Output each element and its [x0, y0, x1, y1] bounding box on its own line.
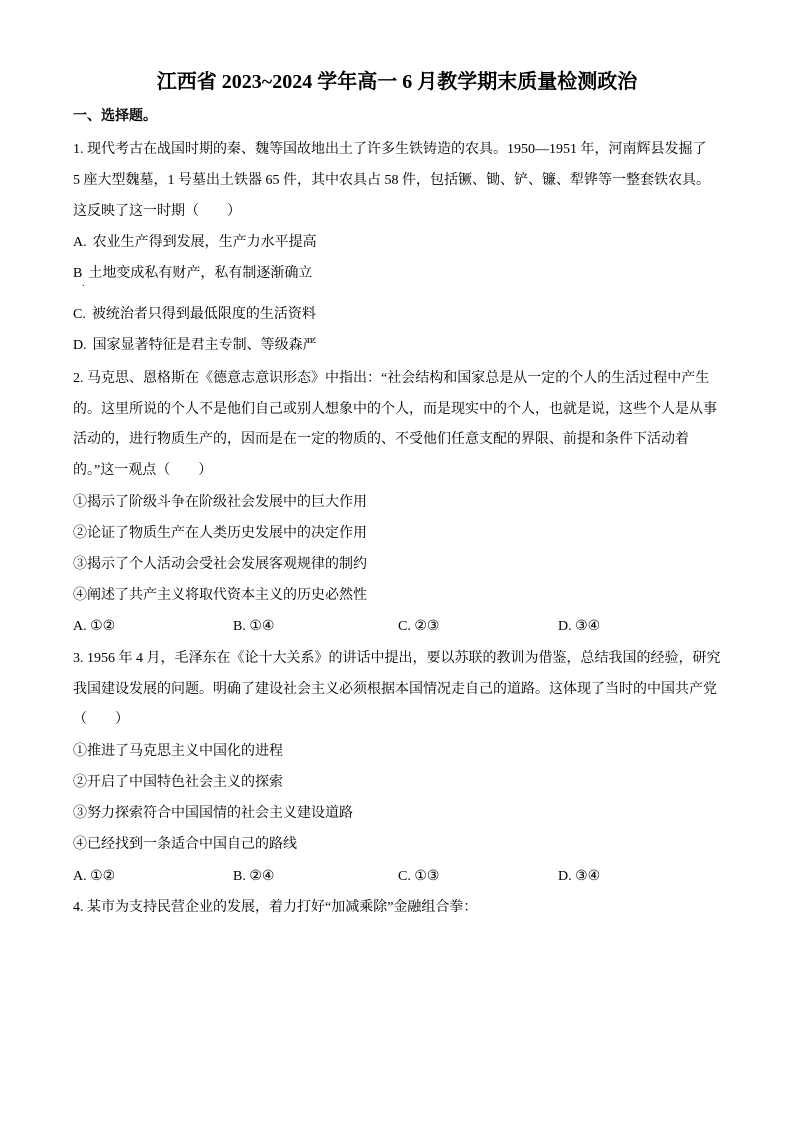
option-label: D. [73, 338, 87, 353]
choice-a: A. ①② [73, 619, 116, 634]
question-2-statement: ③揭示了个人活动会受社会发展客观规律的制约 [73, 557, 367, 572]
option-text: 农业生产得到发展，生产力水平提高 [92, 235, 317, 250]
option-text: 国家显著特征是君主专制、等级森严 [92, 338, 317, 353]
question-2-statement: ②论证了物质生产在人类历史发展中的决定作用 [73, 526, 367, 541]
stray-mark: . [82, 278, 85, 289]
question-1-stem-line: 1. 现代考古在战国时期的秦、魏等国故地出土了许多生铁铸造的农具。1950—1951 年，河南辉县发掘了 [73, 142, 707, 157]
question-3-statement: ①推进了马克思主义中国化的进程 [73, 744, 283, 759]
page-title: 江西省 2023~2024 学年高一 6 月教学期末质量检测政治 [156, 71, 638, 93]
question-2-stem-line: 2. 马克思、恩格斯在《德意志意识形态》中指出：“社会结构和国家总是从一定的个人的生活过程中产生 [73, 371, 710, 386]
choice-b: B. ②④ [233, 869, 275, 884]
question-1-option-c [73, 305, 316, 325]
question-1-option-d [73, 336, 317, 356]
choice-c: C. ①③ [398, 869, 440, 884]
choice-d: D. ③④ [558, 869, 601, 884]
question-3-statement: ②开启了中国特色社会主义的探索 [73, 775, 283, 790]
question-3-statement: ③努力探索符合中国国情的社会主义建设道路 [73, 806, 353, 821]
option-label: C. [73, 307, 86, 322]
question-3-stem-line: 我国建设发展的问题。明确了建设社会主义必须根据本国情况走自己的道路。这体现了当时的中国共产党 [73, 682, 717, 697]
section-heading: 一、选择题。 [73, 109, 157, 124]
question-2-stem-line: 的。这里所说的个人不是他们自己或别人想象中的个人，而是现实中的个人，也就是说，这些个人是从事 [73, 402, 717, 417]
question-3-statement: ④已经找到一条适合中国自己的路线 [73, 837, 297, 852]
question-3-stem-line: 3. 1956 年 4 月，毛泽东在《论十大关系》的讲话中提出，要以苏联的教训为借鉴，总结我国的经验，研究 [73, 651, 721, 666]
choice-a: A. ①② [73, 869, 116, 884]
question-3-stem-line: （ ） [73, 712, 129, 727]
question-1-stem-line: 这反映了这一时期（ ） [73, 204, 241, 219]
question-2-stem-line: 活动的，进行物质生产的，因而是在一定的物质的、不受他们任意支配的界限、前提和条件下活动着 [73, 432, 689, 447]
option-label: A. [73, 235, 87, 250]
question-4-stem-line: 4. 某市为支持民营企业的发展，着力打好“加减乘除”金融组合拳： [73, 900, 478, 915]
question-1-option-b [73, 264, 312, 284]
option-text: 土地变成私有财产，私有制逐渐确立 [88, 266, 313, 281]
question-2-stem-line: 的。”这一观点（ ） [73, 463, 213, 478]
question-2-statement: ①揭示了阶级斗争在阶级社会发展中的巨大作用 [73, 495, 367, 510]
choice-c: C. ②③ [398, 619, 440, 634]
option-label: B [73, 266, 83, 281]
option-text: 被统治者只得到最低限度的生活资料 [91, 307, 316, 322]
choice-d: D. ③④ [558, 619, 601, 634]
question-1-option-a [73, 233, 317, 253]
question-2-statement: ④阐述了共产主义将取代资本主义的历史必然性 [73, 588, 367, 603]
question-1-stem-line: 5 座大型魏墓，1 号墓出土铁器 65 件，其中农具占 58 件，包括镢、锄、铲、镰、犁铧等一整套铁农具。 [73, 173, 710, 188]
choice-b: B. ①④ [233, 619, 275, 634]
